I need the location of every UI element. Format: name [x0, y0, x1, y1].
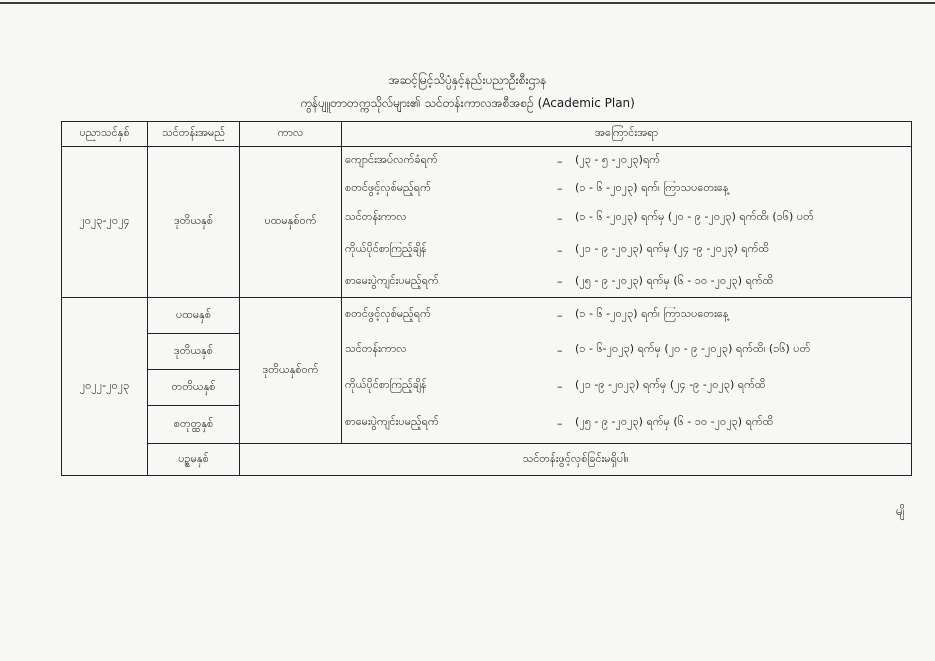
block2-course-1: ပထမနှစ် [148, 298, 240, 334]
info-dash: – [557, 308, 563, 322]
info-label: စာမေးပွဲကျင်းပမည့်ရက် [345, 273, 439, 287]
info-dash: – [557, 379, 563, 393]
block2-course-5: ပဉ္စမနှစ် [148, 444, 240, 476]
block1-year: ၂၀၂၃-၂၀၂၄ [62, 147, 148, 298]
block2-info-row [342, 404, 911, 442]
block1-info [342, 147, 912, 298]
header-course-name: သင်တန်းအမည် [148, 122, 240, 147]
block1-period: ပထမနှစ်ဝက် [240, 147, 342, 298]
info-dash: – [557, 182, 563, 195]
info-label: ကျောင်းအပ်လက်ခံရက် [345, 153, 438, 166]
block1-info-row [342, 202, 911, 234]
info-value: (၂၅ - ၉ -၂၀၂၃) ရက်မှ (၆ - ၁၀ -၂၀၂၃) ရက်ထိ [575, 415, 774, 428]
info-label: ကိုယ်ပိုင်စာကြည့်ချိန် [345, 378, 427, 391]
top-rule [0, 2, 935, 4]
block1-info-row [342, 266, 911, 297]
info-value: (၂၁ - ၉ -၂၀၂၃) ရက်မှ (၂၄ -၉ -၂၀၂၃) ရက်ထိ [575, 242, 770, 255]
info-label: စတင်ဖွင့်လှစ်မည့်ရက် [345, 180, 431, 194]
block2-info-row [342, 332, 911, 368]
block1-info-row [342, 234, 911, 266]
block1-course: ဒုတိယနှစ် [148, 147, 240, 298]
info-label: စာမေးပွဲကျင်းပမည့်ရက် [345, 415, 439, 428]
info-dash: – [557, 416, 563, 430]
header-period: ကာလ [240, 122, 342, 147]
block2-course-2: ဒုတိယနှစ် [148, 334, 240, 370]
info-label: ကိုယ်ပိုင်စာကြည့်ချိန် [345, 242, 427, 255]
block1-info-row [342, 175, 911, 202]
header-academic-year: ပညာသင်နှစ် [62, 122, 148, 147]
block2-course-3: တတိယနှစ် [148, 370, 240, 406]
block1-info-row [342, 147, 911, 175]
info-value: (၂၅ - ၉ -၂၀၂၃) ရက်မှ (၆ - ၁၀ -၂၀၂၃) ရက်ထိ [575, 273, 774, 287]
block2-info-row [342, 368, 911, 404]
block2-year: ၂၀၂၂-၂၀၂၃ [62, 298, 148, 476]
info-dash: – [557, 243, 563, 257]
block2-period: ဒုတိယနှစ်ဝက် [240, 298, 342, 444]
info-dash: – [557, 275, 563, 288]
department-title: အဆင့်မြင့်သိပ္ပံနှင့်နည်းပညာဦးစီးဌာန [388, 73, 547, 87]
info-label: သင်တန်းကာလ [345, 210, 407, 223]
info-label: စတင်ဖွင့်လှစ်မည့်ရက် [345, 307, 431, 320]
block2-info-row [342, 298, 911, 332]
info-value: (၁ - ၆ -၂၀၂၃) ရက်၊ ကြာသပတေးနေ့ [575, 307, 729, 320]
block2-info [342, 298, 912, 444]
info-value: (၁ - ၆-၂၀၂၃) ရက်မှ (၂၀ - ၉ -၂၀၂၃) ရက်ထိ၊ (၁၆) ပတ် [575, 342, 811, 355]
info-value: (၁ - ၆ -၂၀၂၃) ရက်မှ (၂၀ - ၉ -၂၀၂၃) ရက်ထိ၊ (၁၆) ပတ် [575, 210, 814, 223]
info-dash: – [557, 154, 563, 168]
header-row [62, 122, 912, 147]
info-value: (၂၃ - ၅ -၂၀၂၃)ရက် [575, 153, 661, 166]
signature-mark: မျိ [896, 504, 905, 518]
plan-title: ကွန်ပျူတာတက္ကသိုလ်များ၏ သင်တန်းကာလအစီအစဉ် (Academic Plan) [300, 96, 635, 110]
info-value: (၁ - ၆ -၂၀၂၃) ရက်၊ ကြာသပတေးနေ့ [575, 180, 729, 194]
block2-course-4: စတုတ္ထနှစ် [148, 406, 240, 444]
block2-fifth-note: သင်တန်းဖွင့်လှစ်ခြင်းမရှိပါ။ [240, 444, 912, 476]
block2-row [62, 298, 912, 334]
academic-plan-table [61, 121, 912, 476]
block2-fifth-row [62, 444, 912, 476]
header-content: အကြောင်းအရာ [342, 122, 912, 147]
info-dash: – [557, 211, 563, 225]
info-dash: – [557, 343, 563, 357]
info-value: (၂၁ -၉ -၂၀၂၃) ရက်မှ (၂၄ -၉ -၂၀၂၃) ရက်ထိ [575, 378, 766, 391]
block1-row [62, 147, 912, 298]
info-label: သင်တန်းကာလ [345, 342, 407, 355]
